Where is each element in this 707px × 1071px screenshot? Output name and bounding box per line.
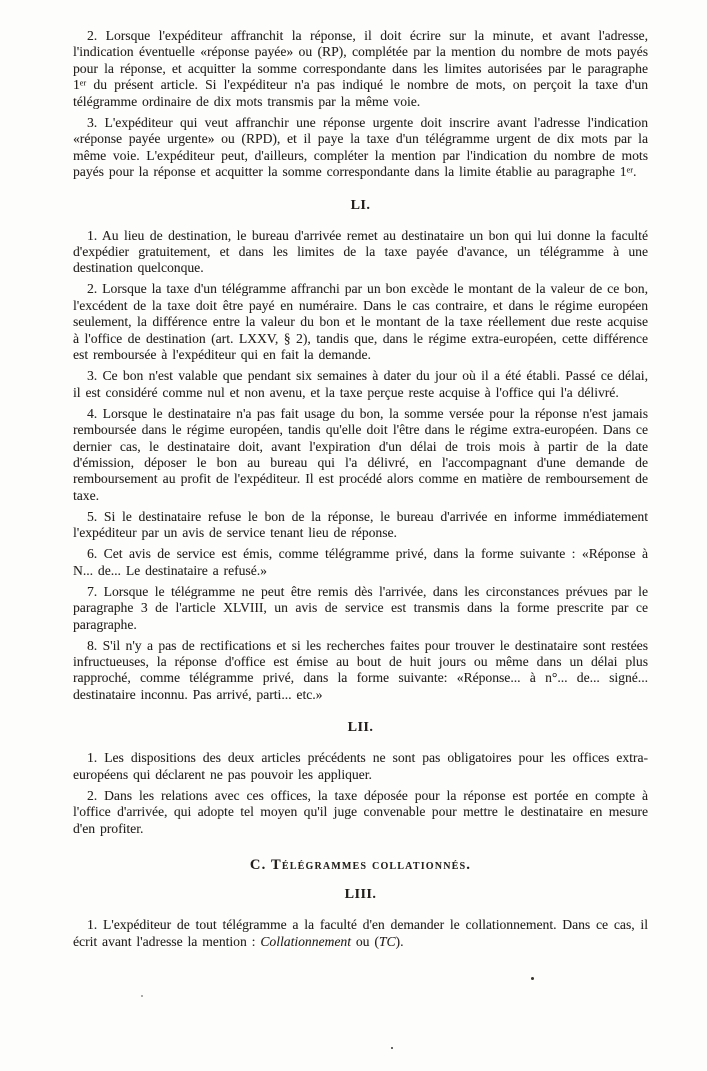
paragraph-li-5: 5. Si le destinataire refuse le bon de la réponse, le bureau d'arrivée en informe immédiatement l'expéditeur par un avis de service tenant lieu de réponse.	[73, 508, 648, 541]
paragraph-li-4: 4. Lorsque le destinataire n'a pas fait usage du bon, la somme versée pour la réponse n'est jamais remboursée dans le régime européen, tandis qu'elle doit l'être dans le régime extra-européen. Dans ce dernier cas, le destinataire doit, avant l'expiration d'un délai de trois mois à partir de la date d'émission, déposer le bon au bureau qui l'a délivré, en l'accompagnant d'une demande de remboursement au profit de l'expéditeur. Il est procédé alors comme en matière de remboursement de taxe.	[73, 405, 648, 503]
paragraph-liii-1-lead: 1. L'expéditeur de tout télégramme a la faculté d'en demander le collationnement. Dans ce cas, il écrit avant l'adresse la mention :	[73, 917, 648, 949]
article-heading-li: LI.	[350, 197, 371, 213]
paragraph-lii-2: 2. Dans les relations avec ces offices, la taxe déposée pour la réponse est portée en compte à l'office d'arrivée, qui adopte tel moyen qu'il juge convenable pour mettre le destinataire en mesure d'en profiter.	[73, 787, 648, 836]
collationnement-italic: Collationnement	[260, 933, 351, 949]
paragraph-article-l-2: 2. Lorsque l'expéditeur affranchit la réponse, il doit écrire sur la minute, et avant l'adresse, l'indication éventuelle «réponse payée» ou (RP), complétée par la mention du nombre de mots payés pour la réponse, et acquitter la somme correspondante dans les limites autorisées par le paragraphe 1ᵉʳ du présent article. Si l'expéditeur n'a pas indiqué le nombre de mots, on perçoit la taxe d'un télégramme ordinaire de dix mots transmis par la même voie.	[73, 28, 648, 109]
paragraph-lii-1: 1. Les dispositions des deux articles précédents ne sont pas obligatoires pour les offices extra-européens qui déclarent ne pas pouvoir les appliquer.	[73, 750, 648, 782]
paragraph-li-7: 7. Lorsque le télégramme ne peut être remis dès l'arrivée, dans les circonstances prévues par le paragraphe 3 de l'article XLVIII, un avis de service est transmis dans la forme prescrite par ce paragraphe.	[73, 583, 648, 632]
paragraph-article-l-3: 3. L'expéditeur qui veut affranchir une réponse urgente doit inscrire avant l'adresse l'indication «réponse payée urgente» ou (RPD), et il paye la taxe d'un télégramme urgent de dix mots par la même voie. L'expéditeur peut, d'ailleurs, compléter la mention par l'indication du nombre de mots payés pour la réponse et acquitter la somme correspondante dans la limite établie au paragraphe 1ᵉʳ.	[73, 114, 648, 180]
paragraph-li-1: 1. Au lieu de destination, le bureau d'arrivée remet au destinataire un bon qui lui donne la faculté d'expédier gratuitement, et dans les limites de la taxe payée d'avance, un télégramme à une destination quelconque.	[73, 227, 648, 276]
article-heading-liii: LIII.	[344, 887, 377, 903]
paragraph-li-3: 3. Ce bon n'est valable que pendant six semaines à dater du jour où il a été établi. Passé ce délai, il est considéré comme nul et non avenu, et la taxe perçue reste acquise à l'office qui l'a délivré.	[73, 368, 648, 400]
scan-speck	[531, 977, 534, 980]
article-heading-lii: LII.	[347, 720, 374, 736]
paragraph-li-6: 6. Cet avis de service est émis, comme télégramme privé, dans la forme suivante : «Réponse à N... de... Le destinataire a refusé.»	[73, 546, 648, 578]
paragraph-liii-1-tail: ).	[395, 933, 404, 949]
section-heading-c: C. Télégrammes collationnés.	[249, 857, 472, 874]
tc-abbreviation-italic: TC	[378, 933, 396, 949]
paragraph-li-8: 8. S'il n'y a pas de rectifications et si les recherches faites pour trouver le destinataire sont restées infructueuses, la réponse d'office est émise au bout de huit jours ou même dans un délai plus rapproché, comme télégramme privé, dans la forme suivante: «Réponse... à n°... de... signé... destinataire inconnu. Pas arrivé, parti... etc.»	[73, 637, 648, 702]
scan-speck	[391, 1047, 393, 1049]
paragraph-liii-1	[73, 917, 648, 950]
paragraph-liii-1-connector: ou (	[350, 933, 379, 949]
document-body	[73, 28, 648, 950]
paragraph-li-2: 2. Lorsque la taxe d'un télégramme affranchi par un bon excède le montant de la valeur de ce bon, l'excédent de la taxe doit être payé en numéraire. Dans le cas contraire, et dans le régime européen seulement, la différence entre la valeur du bon et le montant de la taxe réellement due reste acquise à l'office de destination (art. LXXV, § 2), tandis que, dans le régime extra-européen, cette différence est remboursée à l'expéditeur qui en fait la demande.	[73, 281, 648, 363]
scan-speck	[141, 995, 143, 997]
